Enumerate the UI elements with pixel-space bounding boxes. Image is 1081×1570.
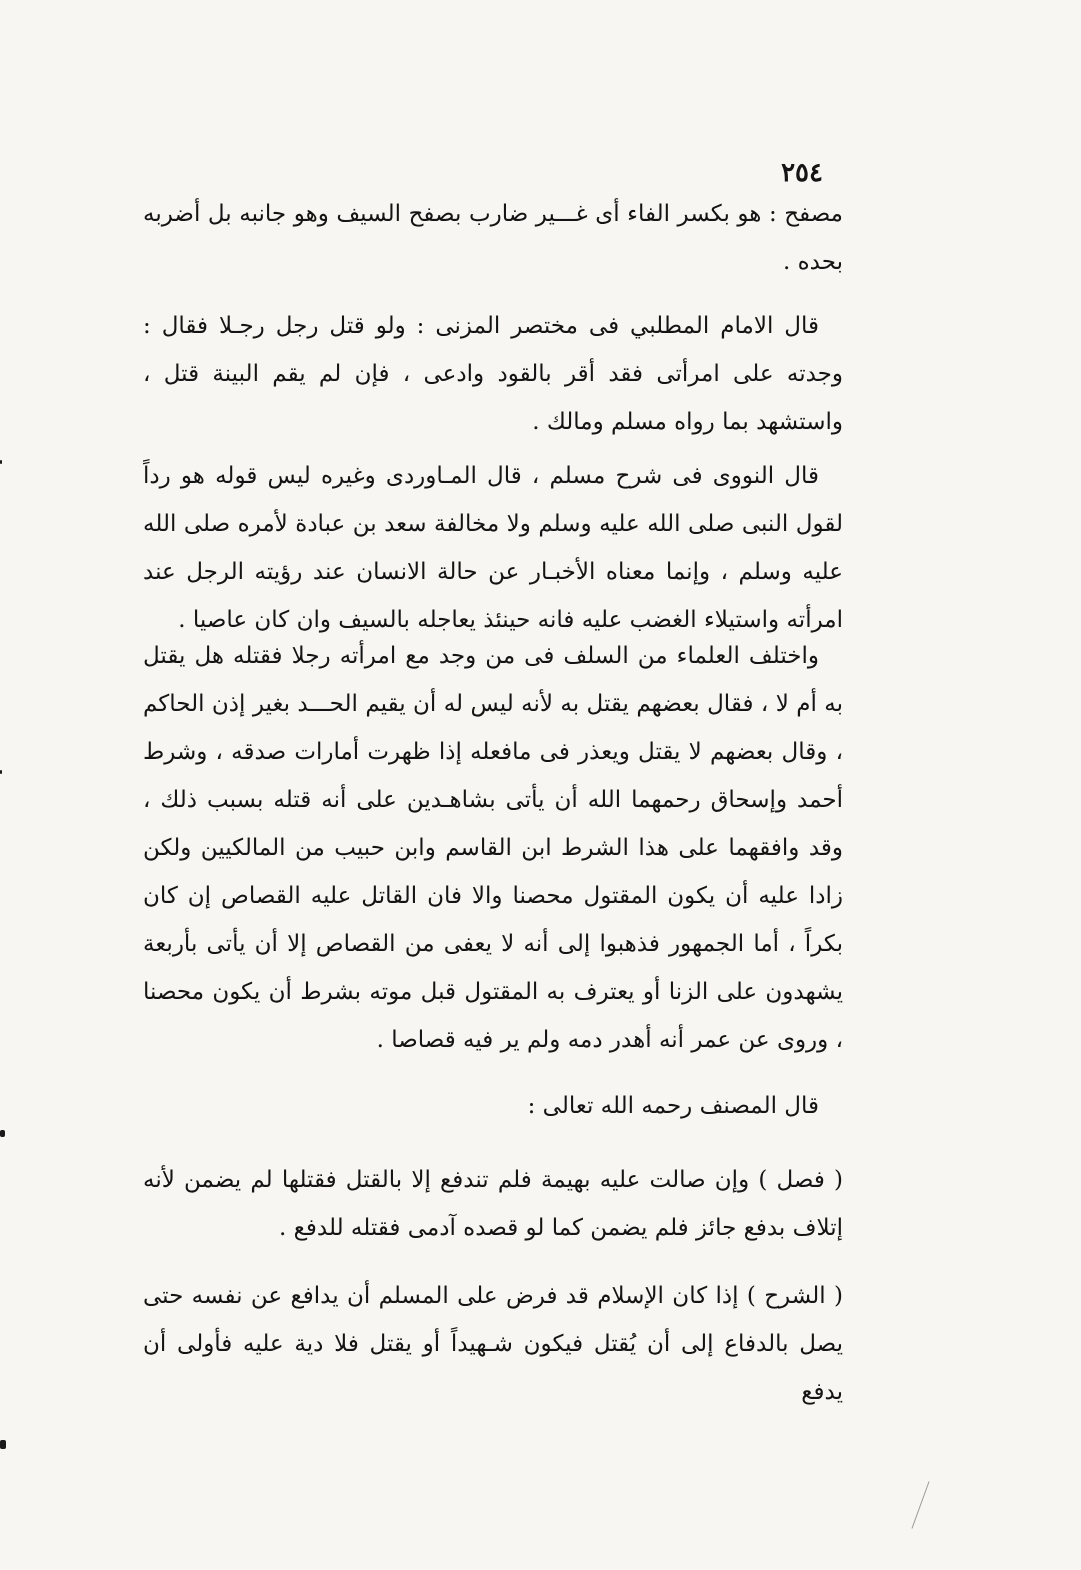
paragraph-definition xyxy=(143,190,843,286)
paragraph-sharh xyxy=(143,1272,843,1416)
paper-scratch xyxy=(911,1481,929,1528)
page-number: ٢٥٤ xyxy=(781,158,823,188)
margin-ink-mark xyxy=(0,770,2,774)
margin-ink-mark xyxy=(0,460,2,464)
paragraph-scholars-disagreement xyxy=(143,632,843,1064)
paragraph-text: ( الشرح ) إذا كان الإسلام قد فرض على المسلم أن يدافع عن نفسه حتى يصل بالدفاع إلى أن يُقتل فيكون شـهيداً أو يقتل فلا دية عليه فأولى أن يدفع xyxy=(143,1283,843,1405)
paragraph-text: مصفح : هو بكسر الفاء أى غـــير ضارب بصفح السيف وهو جانبه بل أضربه بحده . xyxy=(143,201,843,275)
paragraph-nawawi xyxy=(143,452,843,644)
margin-ink-mark xyxy=(0,1440,6,1449)
paragraph-text: قال المصنف رحمه الله تعالى : xyxy=(527,1093,819,1119)
paragraph-text: قال الامام المطلبي فى مختصر المزنى : ولو قتل رجل رجـلا فقال : وجدته على امرأتى فقد أقر بالقود وادعى ، فإن لم يقم البينة قتل ، واستشهد بما رواه مسلم ومالك . xyxy=(143,313,843,435)
paragraph-text: واختلف العلماء من السلف فى من وجد مع امرأته رجلا فقتله هل يقتل به أم لا ، فقال بعضهم يقتل به لأنه ليس له أن يقيم الحـــد بغير إذن الحاكم ، وقال بعضهم لا يقتل ويعذر فى مافعله إذا ظهرت أمارات صدقه ، وشرط أحمد وإسحاق رحمهما الله أن يأتى بشاهـدين على أنه قتله بسبب ذلك ، وقد وافقهما على هذا الشرط ابن القاسم وابن حبيب من المالكيين ولكن زادا عليه أن يكون المقتول محصنا والا فان القاتل عليه القصاص إن كان بكراً ، أما الجمهور فذهبوا إلى أنه لا يعفى من القصاص إلا أن يأتى بأربعة يشهدون على الزنا أو يعترف به المقتول قبل موته بشرط أن يكون محصنا ، وروى عن عمر أنه أهدر دمه ولم ير فيه قصاصا . xyxy=(143,643,843,1053)
paragraph-imam-mutallibi xyxy=(143,302,843,446)
margin-ink-mark xyxy=(0,1130,5,1137)
paragraph-text: قال النووى فى شرح مسلم ، قال المـاوردى وغيره ليس قوله هو رداً لقول النبى صلى الله عليه وسلم ولا مخالفة سعد بن عبادة لأمره صلى الله عليه وسلم ، وإنما معناه الأخبـار عن حالة الانسان عند رؤيته الرجل عند امرأته واستيلاء الغضب عليه فانه حينئذ يعاجله بالسيف وان كان عاصيا . xyxy=(143,463,843,633)
paragraph-text: ( فصل ) وإن صالت عليه بهيمة فلم تندفع إلا بالقتل فقتلها لم يضمن لأنه إتلاف بدفع جائز فلم يضمن كما لو قصده آدمى فقتله للدفع . xyxy=(143,1167,843,1241)
paragraph-author-heading xyxy=(143,1082,843,1130)
paragraph-fasl xyxy=(143,1156,843,1252)
